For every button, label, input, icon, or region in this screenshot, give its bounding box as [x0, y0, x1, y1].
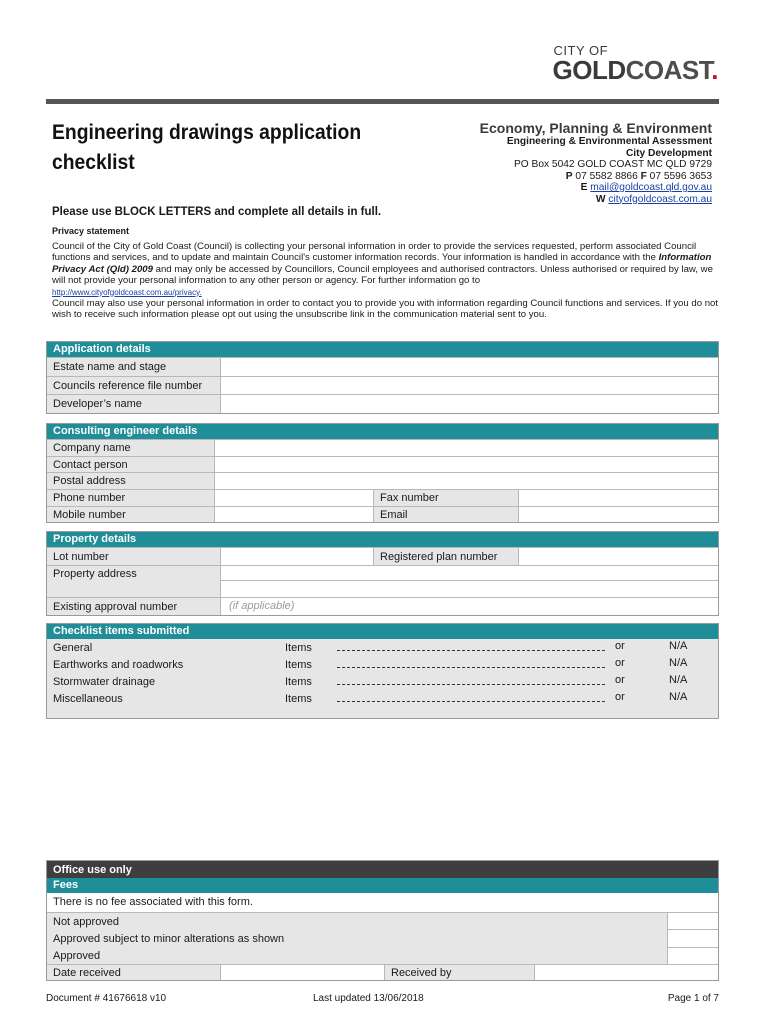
office-use-heading: Office use only	[47, 861, 718, 878]
lot-field[interactable]	[220, 548, 373, 565]
fax-label: F	[640, 170, 647, 182]
address-label: Property address	[47, 566, 220, 597]
items-label: Items	[285, 676, 312, 688]
postal-label: Postal address	[47, 473, 214, 489]
footer-document-number: Document # 41676618 v10	[46, 993, 167, 1004]
checklist-item-label: Earthworks and roadworks	[53, 659, 184, 671]
date-received-label: Date received	[47, 965, 220, 980]
company-row	[47, 439, 718, 456]
phone-value: 07 5582 8866	[575, 170, 638, 182]
or-label: or	[615, 657, 625, 669]
contact-row	[47, 456, 718, 472]
application-details-heading: Application details	[47, 342, 718, 357]
application-details-section	[46, 341, 719, 414]
address-line-2[interactable]	[221, 581, 718, 597]
header-divider	[46, 99, 719, 104]
approval-status-labels	[47, 913, 667, 964]
office-use-section	[46, 860, 719, 981]
approved-minor-checkbox[interactable]	[668, 930, 718, 947]
fax-label: Fax number	[373, 490, 518, 506]
department-name: Economy, Planning & Environment	[479, 120, 712, 136]
web-line	[480, 194, 712, 206]
address-row	[47, 565, 718, 597]
checklist-heading: Checklist items submitted	[47, 624, 718, 639]
checklist-row	[47, 691, 718, 708]
not-approved-label: Not approved	[53, 916, 120, 928]
items-entry-line[interactable]	[337, 667, 605, 668]
email-field[interactable]	[518, 507, 718, 522]
approval-label: Existing approval number	[47, 598, 220, 615]
approved-label: Approved	[53, 950, 101, 962]
web-label: W	[595, 193, 606, 205]
checklist-row	[47, 640, 718, 657]
or-label: or	[615, 674, 625, 686]
received-by-label: Received by	[384, 965, 534, 980]
privacy-text-a: Council of the City of Gold Coast (Council) is collecting your personal information in order to provide the services requested, perform associated Council functions and services, and to update and maintain Council's customer information records. Your information is handled in accordance with the	[52, 241, 697, 264]
phone-fax-line	[480, 171, 712, 183]
checklist-row	[47, 657, 718, 674]
privacy-paragraph-2: Council may also use your personal information in order to contact you to provide you with information regarding Council functions and services. If you do not wish to receive such information please opt out using the unsubscribe link in the communication material sent to you.	[52, 298, 719, 321]
not-approved-checkbox[interactable]	[668, 913, 718, 930]
estate-row	[47, 357, 718, 376]
ref-field[interactable]	[220, 377, 718, 394]
fee-row	[47, 893, 718, 912]
phone-field[interactable]	[214, 490, 373, 506]
logo-gold-coast	[553, 57, 718, 83]
items-entry-line[interactable]	[337, 684, 605, 685]
phone-label: P	[565, 170, 573, 182]
email-label: E	[580, 182, 588, 193]
na-label[interactable]: N/A	[669, 691, 688, 703]
web-link[interactable]: cityofgoldcoast.com.au	[608, 193, 712, 205]
postal-field[interactable]	[214, 473, 718, 489]
footer-last-updated: Last updated 13/06/2018	[313, 993, 424, 1004]
fax-value: 07 5596 3653	[649, 170, 712, 182]
mobile-field[interactable]	[214, 507, 373, 522]
unit-name: City Development	[625, 147, 712, 159]
approval-status-row	[47, 912, 718, 964]
approved-checkbox[interactable]	[668, 948, 718, 964]
council-logo	[553, 44, 718, 83]
developer-row	[47, 394, 718, 413]
email-link[interactable]: mail@goldcoast.qld.gov.au	[590, 182, 712, 193]
footer-page-number: Page 1 of 7	[667, 993, 719, 1004]
contact-label: Contact person	[47, 457, 214, 472]
email-label: Email	[373, 507, 518, 522]
items-label: Items	[285, 659, 312, 671]
lot-plan-row	[47, 547, 718, 565]
plan-field[interactable]	[518, 548, 718, 565]
consulting-engineer-heading: Consulting engineer details	[47, 424, 718, 439]
department-contact-block	[480, 120, 712, 205]
items-entry-line[interactable]	[337, 650, 605, 651]
block-letters-instruction: Please use BLOCK LETTERS and complete all details in full.	[52, 206, 382, 218]
mobile-label: Mobile number	[47, 507, 214, 522]
logo-gold: GOLD	[552, 55, 626, 85]
fees-heading: Fees	[47, 878, 718, 893]
postal-address: PO Box 5042 GOLD COAST MC QLD 9729	[514, 159, 712, 170]
privacy-link[interactable]: http://www.cityofgoldcoast.com.au/privacy.	[52, 287, 202, 297]
items-entry-line[interactable]	[337, 701, 605, 702]
na-label[interactable]: N/A	[669, 674, 688, 686]
or-label: or	[615, 640, 625, 652]
checklist-item-label: Miscellaneous	[53, 693, 123, 705]
checklist-body	[47, 639, 718, 718]
company-field[interactable]	[214, 440, 718, 456]
property-details-heading: Property details	[47, 532, 718, 547]
approval-field[interactable]: (if applicable)	[220, 598, 718, 615]
address-line-1[interactable]	[221, 566, 718, 581]
date-received-field[interactable]	[220, 965, 384, 980]
received-row	[47, 964, 718, 980]
page-title: Engineering drawings application checklist	[52, 121, 362, 174]
approved-minor-label: Approved subject to minor alterations as shown	[53, 933, 285, 945]
items-label: Items	[285, 642, 312, 654]
developer-field[interactable]	[220, 395, 718, 413]
company-label: Company name	[47, 440, 214, 456]
estate-field[interactable]	[220, 358, 718, 376]
privacy-paragraph-1	[52, 241, 722, 298]
privacy-text-b: and may only be accessed by Councillors, Council employees and authorised contractors. Unless authorised or required by law, we will not provide your personal information to any other person or agency. For further information go to	[52, 263, 713, 287]
developer-label: Developer’s name	[47, 395, 220, 413]
ref-label: Councils reference file number	[47, 377, 220, 394]
estate-label: Estate name and stage	[47, 358, 220, 376]
privacy-statement	[52, 241, 722, 321]
postal-row	[47, 472, 718, 489]
contact-field[interactable]	[214, 457, 718, 472]
approval-status-checkboxes	[667, 913, 718, 964]
plan-label: Registered plan number	[373, 548, 518, 565]
mobile-email-row	[47, 506, 718, 522]
logo-dot: .	[711, 55, 718, 85]
lot-label: Lot number	[47, 548, 220, 565]
branch-name: Engineering & Environmental Assessment	[506, 136, 712, 147]
property-details-section	[46, 531, 719, 616]
consulting-engineer-section	[46, 423, 719, 523]
privacy-heading: Privacy statement	[52, 226, 130, 236]
items-label: Items	[285, 693, 312, 705]
email-line	[480, 182, 712, 194]
approval-row	[47, 597, 718, 615]
or-label: or	[615, 691, 625, 703]
na-label[interactable]: N/A	[669, 657, 688, 669]
phone-fax-row	[47, 489, 718, 506]
checklist-item-label: General	[53, 642, 93, 654]
fax-field[interactable]	[518, 490, 718, 506]
received-by-field[interactable]	[534, 965, 718, 980]
checklist-item-label: Stormwater drainage	[53, 676, 156, 688]
logo-city-of: CITY OF	[553, 43, 609, 58]
privacy-act-name: Information Privacy Act (Qld) 2009	[52, 252, 712, 275]
ref-row	[47, 376, 718, 394]
no-fee-note: There is no fee associated with this form.	[47, 893, 718, 912]
checklist-row	[47, 674, 718, 691]
checklist-section	[46, 623, 719, 719]
na-label[interactable]: N/A	[669, 640, 688, 652]
logo-coast: COAST	[625, 55, 712, 85]
address-field[interactable]	[220, 566, 718, 597]
phone-label: Phone number	[47, 490, 214, 506]
